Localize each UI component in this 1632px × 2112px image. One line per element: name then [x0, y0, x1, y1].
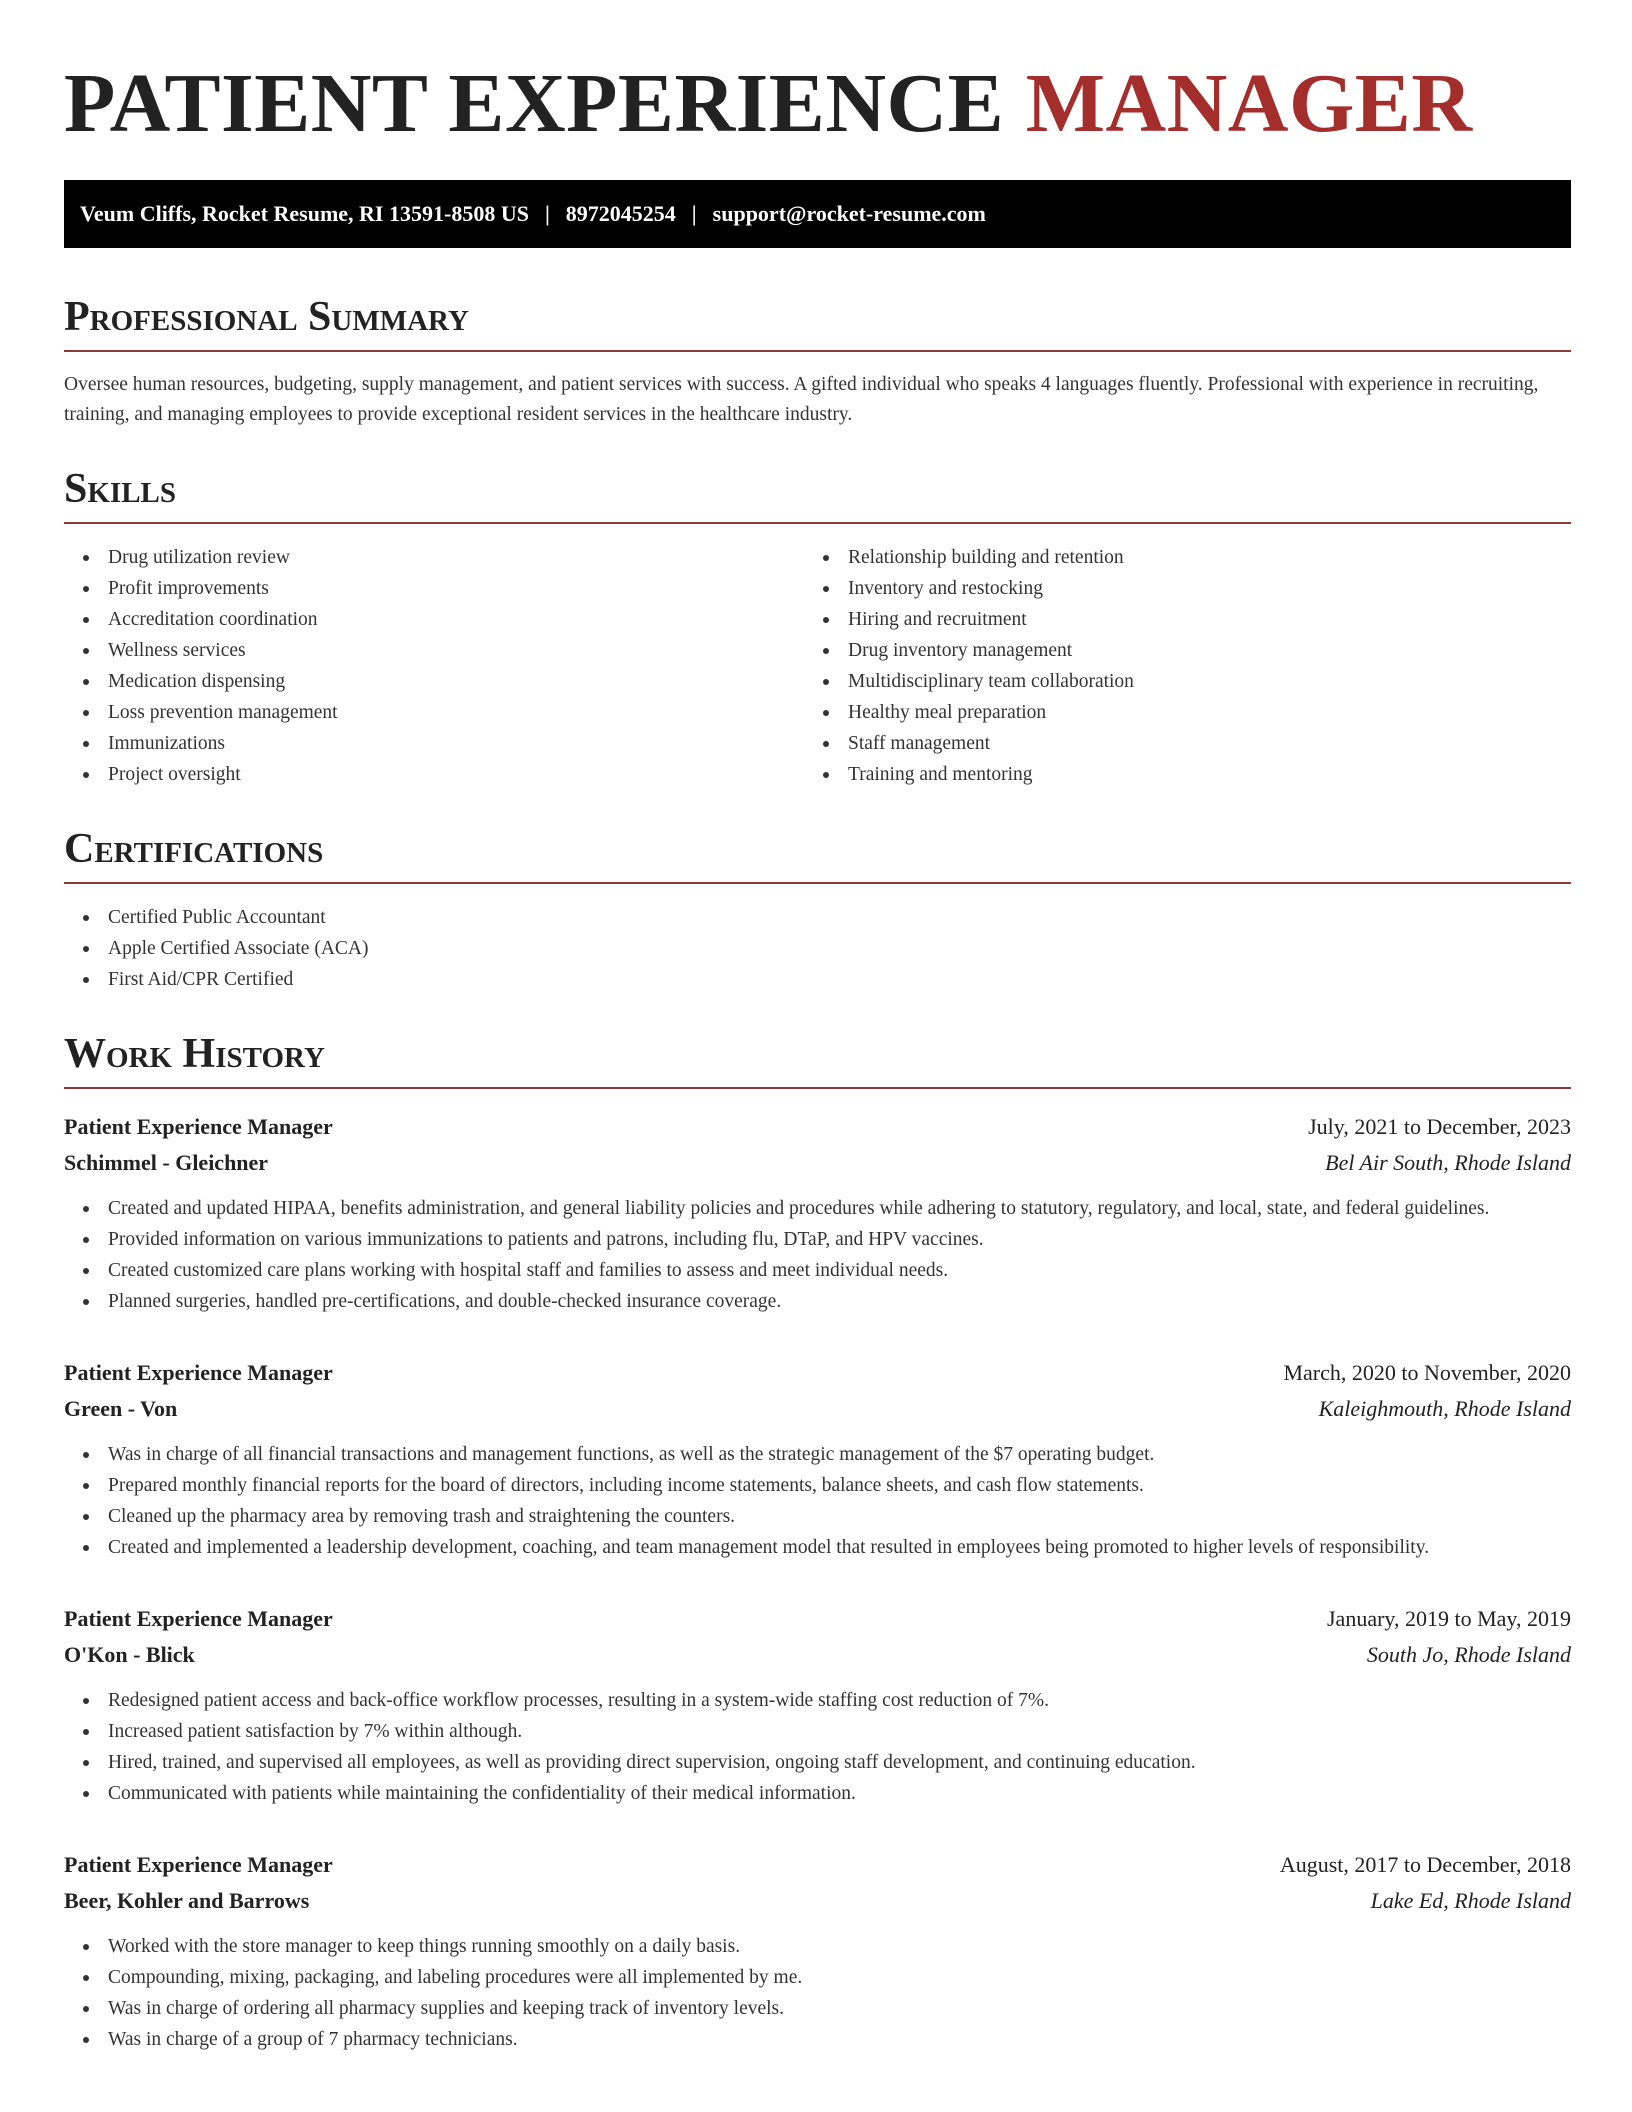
skill-item: Staff management — [804, 728, 1544, 759]
job-company-row — [64, 1883, 1571, 1919]
job-entry — [64, 1847, 1571, 2055]
skills-list-left — [64, 542, 804, 790]
skill-item: Training and mentoring — [804, 759, 1544, 790]
name-accent: MANAGER — [1025, 57, 1473, 150]
job-header-row — [64, 1601, 1571, 1637]
skill-item: Wellness services — [64, 635, 804, 666]
job-company-row — [64, 1637, 1571, 1673]
job-location: Bel Air South, Rhode Island — [1325, 1150, 1571, 1175]
skill-item: Immunizations — [64, 728, 804, 759]
resume-name — [64, 58, 1571, 150]
job-company: Schimmel - Gleichner — [64, 1150, 269, 1175]
job-location: Kaleighmouth, Rhode Island — [1318, 1396, 1571, 1421]
job-bullet: Created and updated HIPAA, benefits administration, and general liability policies and procedures while adhering to statutory, regulatory, and local, state, and federal guidelines. — [64, 1193, 1571, 1224]
job-title: Patient Experience Manager — [64, 1360, 333, 1385]
section-title-certifications: Certifications — [64, 824, 1571, 884]
job-location: Lake Ed, Rhode Island — [1370, 1888, 1571, 1913]
job-bullet: Created and implemented a leadership development, coaching, and team management model that resulted in employees being promoted to higher levels of responsibility. — [64, 1532, 1571, 1563]
skill-item: Medication dispensing — [64, 666, 804, 697]
job-bullets — [64, 1931, 1571, 2055]
job-bullet: Compounding, mixing, packaging, and labeling procedures were all implemented by me. — [64, 1962, 1571, 1993]
job-entry — [64, 1109, 1571, 1317]
job-bullet: Was in charge of a group of 7 pharmacy technicians. — [64, 2024, 1571, 2055]
job-bullet: Redesigned patient access and back-office workflow processes, resulting in a system-wide staffing cost reduction of 7%. — [64, 1685, 1571, 1716]
job-header-row — [64, 1109, 1571, 1145]
skill-item: Inventory and restocking — [804, 573, 1544, 604]
job-dates: August, 2017 to December, 2018 — [1279, 1852, 1571, 1877]
skills-grid — [64, 542, 1571, 790]
job-bullet: Planned surgeries, handled pre-certifications, and double-checked insurance coverage. — [64, 1286, 1571, 1317]
job-bullet: Increased patient satisfaction by 7% within although. — [64, 1716, 1571, 1747]
skill-item: Profit improvements — [64, 573, 804, 604]
skill-item: Multidisciplinary team collaboration — [804, 666, 1544, 697]
job-dates: July, 2021 to December, 2023 — [1308, 1114, 1571, 1139]
section-title-summary: Professional Summary — [64, 292, 1571, 352]
job-entry — [64, 1355, 1571, 1563]
job-dates: March, 2020 to November, 2020 — [1283, 1360, 1571, 1385]
skills-list-right — [804, 542, 1544, 790]
job-company-row — [64, 1391, 1571, 1427]
contact-separator: | — [691, 201, 697, 226]
work-history-section — [64, 1029, 1571, 2055]
skill-item: Project oversight — [64, 759, 804, 790]
certifications-section — [64, 824, 1571, 995]
skill-item: Drug inventory management — [804, 635, 1544, 666]
summary-section — [64, 292, 1571, 430]
contact-separator: | — [544, 201, 550, 226]
job-bullet: Provided information on various immunizations to patients and patrons, including flu, DTaP, and HPV vaccines. — [64, 1224, 1571, 1255]
certifications-list — [64, 902, 1571, 995]
job-bullet: Prepared monthly financial reports for the board of directors, including income statements, balance sheets, and cash flow statements. — [64, 1470, 1571, 1501]
section-title-skills: Skills — [64, 464, 1571, 524]
job-title: Patient Experience Manager — [64, 1606, 333, 1631]
job-header-row — [64, 1847, 1571, 1883]
job-title: Patient Experience Manager — [64, 1114, 333, 1139]
job-company: Beer, Kohler and Barrows — [64, 1888, 310, 1913]
job-bullet: Communicated with patients while maintaining the confidentiality of their medical information. — [64, 1778, 1571, 1809]
job-bullet: Created customized care plans working with hospital staff and families to assess and meet individual needs. — [64, 1255, 1571, 1286]
name-main: PATIENT EXPERIENCE — [64, 57, 1005, 150]
job-location: South Jo, Rhode Island — [1366, 1642, 1571, 1667]
job-company-row — [64, 1145, 1571, 1181]
skill-item: Accreditation coordination — [64, 604, 804, 635]
job-bullet: Worked with the store manager to keep things running smoothly on a daily basis. — [64, 1931, 1571, 1962]
job-bullet: Hired, trained, and supervised all employees, as well as providing direct supervision, ongoing staff development, and continuing education. — [64, 1747, 1571, 1778]
summary-text: Oversee human resources, budgeting, supply management, and patient services with success. A gifted individual who speaks 4 languages fluently. Professional with experience in recruiting, training, and managing employees to provide exceptional resident services in the healthcare industry. — [64, 374, 1539, 425]
contact-address: Veum Cliffs, Rocket Resume, RI 13591-8508 US — [80, 201, 529, 226]
job-bullets — [64, 1439, 1571, 1563]
contact-phone: 8972045254 — [565, 201, 676, 226]
job-bullets — [64, 1193, 1571, 1317]
skills-section — [64, 464, 1571, 790]
job-list — [64, 1109, 1571, 2055]
job-dates: January, 2019 to May, 2019 — [1327, 1606, 1571, 1631]
contact-email: support@rocket-resume.com — [712, 201, 986, 226]
job-title: Patient Experience Manager — [64, 1852, 333, 1877]
resume-page — [64, 0, 1571, 2055]
skill-item: Loss prevention management — [64, 697, 804, 728]
skill-item: Healthy meal preparation — [804, 697, 1544, 728]
contact-bar — [64, 180, 1571, 248]
job-entry — [64, 1601, 1571, 1809]
job-header-row — [64, 1355, 1571, 1391]
job-bullets — [64, 1685, 1571, 1809]
job-bullet: Was in charge of ordering all pharmacy supplies and keeping track of inventory levels. — [64, 1993, 1571, 2024]
certification-item: First Aid/CPR Certified — [64, 964, 1571, 995]
job-bullet: Was in charge of all financial transactions and management functions, as well as the strategic management of the $7 operating budget. — [64, 1439, 1571, 1470]
job-bullet: Cleaned up the pharmacy area by removing trash and straightening the counters. — [64, 1501, 1571, 1532]
certification-item: Apple Certified Associate (ACA) — [64, 933, 1571, 964]
skill-item: Hiring and recruitment — [804, 604, 1544, 635]
job-company: O'Kon - Blick — [64, 1642, 195, 1667]
job-company: Green - Von — [64, 1396, 178, 1421]
certification-item: Certified Public Accountant — [64, 902, 1571, 933]
skill-item: Drug utilization review — [64, 542, 804, 573]
section-title-work-history: Work History — [64, 1029, 1571, 1089]
skill-item: Relationship building and retention — [804, 542, 1544, 573]
